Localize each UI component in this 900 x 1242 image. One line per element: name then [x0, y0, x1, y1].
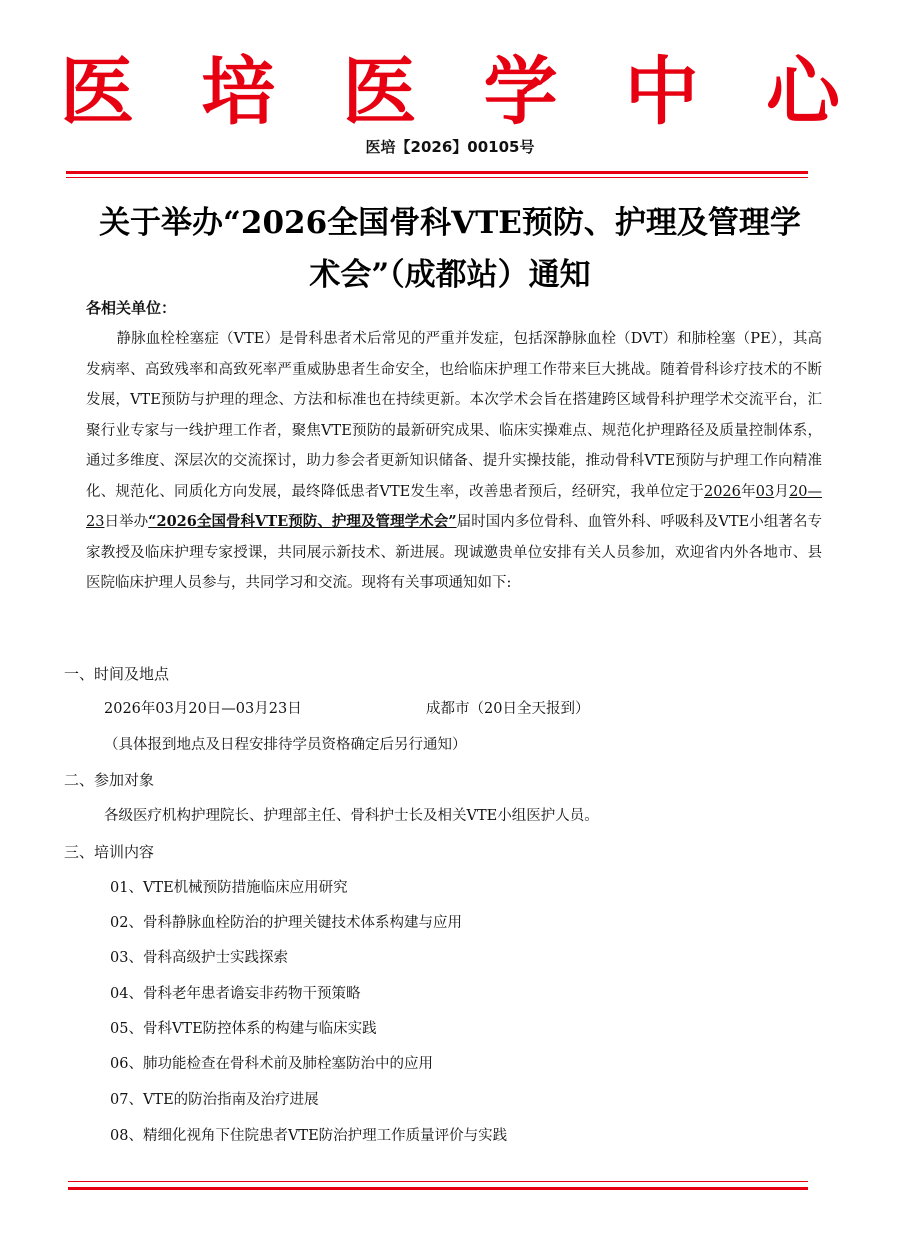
header-divider-thin — [66, 177, 808, 178]
footer-divider-thin — [68, 1181, 808, 1182]
content-item: 02、骨科静脉血栓防治的护理关键技术体系构建与应用 — [110, 915, 462, 931]
meeting-year: 2026 — [703, 483, 741, 500]
footer-divider-thick — [68, 1187, 808, 1190]
section-heading-audience: 二、参加对象 — [64, 771, 155, 789]
section-heading-time-place: 一、时间及地点 — [64, 665, 170, 683]
masthead-char-6: 心 — [765, 49, 840, 135]
content-item: 05、骨科VTE防控体系的构建与临床实践 — [110, 1021, 377, 1037]
masthead-char-1: 医 — [60, 49, 134, 135]
content-item: 04、骨科老年患者谵妄非药物干预策略 — [110, 986, 361, 1002]
content-item: 06、肺功能检查在骨科术前及肺栓塞防治中的应用 — [110, 1056, 433, 1072]
body-paragraph — [86, 324, 822, 599]
content-item: 03、骨科高级护士实践探索 — [110, 950, 288, 966]
salutation: 各相关单位： — [86, 299, 177, 317]
masthead-char-4: 学 — [483, 49, 558, 135]
body-text: 静脉血栓栓塞症（VTE）是骨科患者术后常见的严重并发症，包括深静脉血栓（DVT）和肺栓塞（PE），其高发病率、高致残率和高致死率严重威胁患者生命安全，也给临床护理工作带来巨大挑战。随着骨科诊疗技术的不断发展，VTE预防与护理的理念、方法和标准也在持续更新。本次学术会旨在搭建跨区域骨科护理学术交流平台，汇聚行业专家与一线护理工作者，聚焦VTE预防的最新研究成果、临床实操难点、规范化护理路径及质量控制体系，通过多维度、深层次的交流探讨，助力参会者更新知识储备、提升实操技能，推动骨科VTE预防与护理工作向精准化、规范化、同质化方向发展，最终降低患者VTE发生率，改善患者预后，经研究，我单位定于 — [86, 331, 822, 500]
masthead-char-5: 中 — [624, 49, 699, 135]
registration-note: （具体报到地点及日程安排待学员资格确定后另行通知） — [104, 737, 467, 753]
document-number: 医培【2026】00105号 — [365, 138, 535, 156]
title-line-1: 关于举办“2026全国骨科VTE预防、护理及管理学 — [99, 205, 801, 241]
meeting-city: 成都市（20日全天报到） — [426, 701, 590, 717]
content-item: 01、VTE机械预防措施临床应用研究 — [110, 880, 348, 896]
content-item: 08、精细化视角下住院患者VTE防治护理工作质量评价与实践 — [110, 1128, 508, 1144]
content-item: 07、VTE的防治指南及治疗进展 — [110, 1092, 319, 1108]
masthead-char-2: 培 — [201, 49, 276, 135]
meeting-days: 20—23 — [86, 483, 823, 530]
meeting-name: “2026全国骨科VTE预防、护理及管理学术会” — [148, 513, 457, 530]
meeting-month: 03 — [755, 483, 775, 500]
section-heading-content: 三、培训内容 — [64, 843, 155, 861]
meeting-dates: 2026年03月20日—03月23日 — [104, 701, 302, 717]
body-text-tail: 届时国内多位骨科、血管外科、呼吸科及VTE小组著名专家教授及临床护理专家授课，共同展示新技术、新进展。现诚邀贵单位安排有关人员参加，欢迎省内外各地市、县医院临床护理人员参与，共同学习和交流。现将有关事项通知如下: — [86, 514, 822, 591]
header-divider-thick — [66, 171, 808, 174]
month-unit: 月 — [774, 483, 790, 500]
year-unit: 年 — [740, 483, 756, 500]
masthead-char-3: 医 — [342, 49, 417, 135]
masthead-org-name — [60, 49, 840, 135]
notice-title — [60, 197, 840, 301]
audience-text: 各级医疗机构护理院长、护理部主任、骨科护士长及相关VTE小组医护人员。 — [104, 808, 599, 824]
days-unit: 日举办 — [104, 514, 149, 530]
title-line-2: 术会”（成都站）通知 — [309, 257, 591, 293]
